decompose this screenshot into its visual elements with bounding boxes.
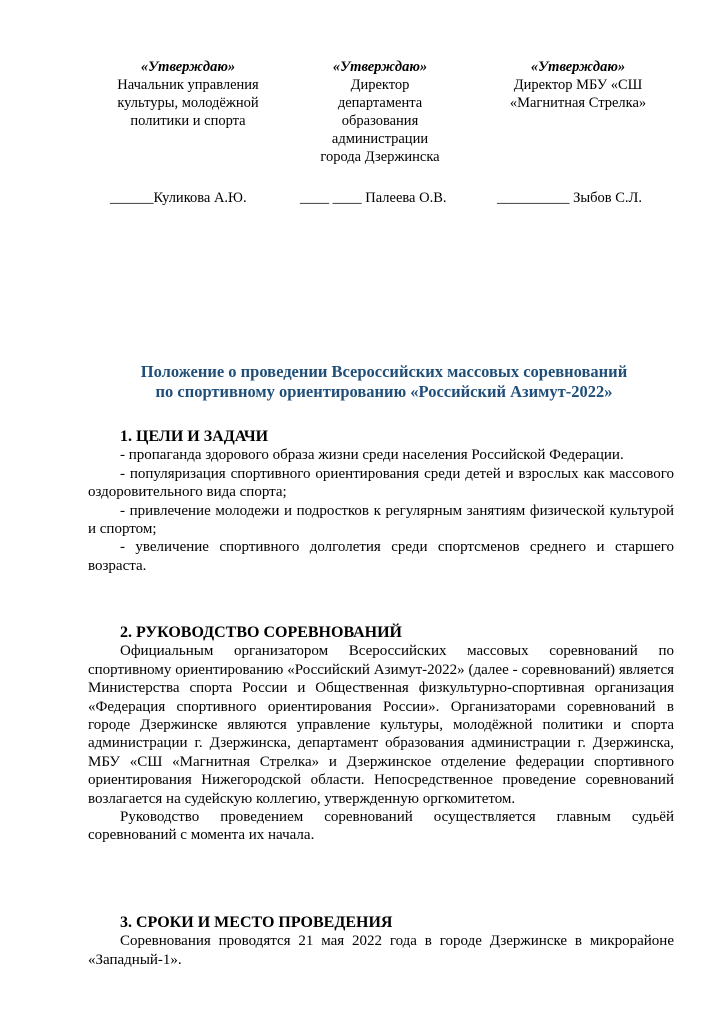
paragraph: - популяризация спортивного ориентирования среди детей и взрослых как массового оздоровительного вида спорта;	[88, 465, 674, 501]
approval-line: культуры, молодёжной	[117, 95, 259, 111]
approval-line: «Магнитная Стрелка»	[509, 95, 647, 111]
signature-line-paleeva: ____ ____ Палеева О.В.	[300, 190, 447, 206]
paragraph: - пропаганда здорового образа жизни среди населения Российской Федерации.	[120, 447, 624, 464]
signature-line-kulikova: ______Куликова А.Ю.	[110, 190, 247, 206]
section-heading: 3. СРОКИ И МЕСТО ПРОВЕДЕНИЯ	[120, 914, 393, 931]
approval-block-culture	[88, 58, 288, 130]
approval-line: политики и спорта	[130, 113, 246, 129]
signature-line-zybov: __________ Зыбов С.Л.	[497, 190, 642, 206]
paragraph: Руководство проведением соревнований осуществляется главным судьёй соревнований с момента их начала.	[88, 809, 674, 844]
approval-line: Директор МБУ «СШ	[513, 77, 643, 93]
title-line: по спортивному ориентированию «Российский Азимут-2022»	[155, 382, 613, 401]
section-management	[88, 624, 674, 845]
approval-block-sport-school	[478, 58, 678, 112]
approval-line: администрации	[331, 131, 429, 147]
approval-line: Начальник управления	[117, 77, 259, 93]
section-heading: 2. РУКОВОДСТВО СОРЕВНОВАНИЙ	[120, 624, 402, 641]
section-dates-place	[88, 914, 674, 969]
approval-line: образования	[341, 113, 419, 129]
approval-line: Директор	[350, 77, 410, 93]
paragraph: - привлечение молодежи и подростков к регулярным занятиям физической культурой и спортом;	[88, 502, 674, 538]
paragraph: Соревнования проводятся 21 мая 2022 года в городе Дзержинске в микрорайоне «Западный-1».	[88, 933, 674, 968]
approval-block-education	[280, 58, 480, 166]
paragraph: - увеличение спортивного долголетия среди спортсменов среднего и старшего возраста.	[88, 539, 674, 574]
approval-heading: «Утверждаю»	[140, 59, 236, 75]
approval-heading: «Утверждаю»	[332, 59, 428, 75]
section-heading: 1. ЦЕЛИ И ЗАДАЧИ	[120, 428, 269, 445]
section-goals	[88, 428, 674, 575]
paragraph: Официальным организатором Всероссийских массовых соревнований по спортивному ориентированию «Российский Азимут-2022» (далее - соревнований) является Министерства спорта России и Общественная физкультурно-спортивная организация «Федерация спортивного ориентирования России». Организаторами соревнований в городе Дзержинске являются управление культуры, молодёжной политики и спорта администрации г. Дзержинска, департамент образования администрации г. Дзержинска, МБУ «СШ «Магнитная Стрелка» и Дзержинское отделение федерации спортивного ориентирования Нижегородской области. Непосредственное проведение соревнований возлагается на судейскую коллегию, утвержденную оргкомитетом.	[88, 643, 674, 807]
approval-heading: «Утверждаю»	[530, 59, 626, 75]
document-title	[84, 362, 684, 402]
title-line: Положение о проведении Всероссийских массовых соревнований	[140, 362, 628, 381]
approval-line: города Дзержинска	[320, 149, 440, 165]
approval-line: департамента	[337, 95, 423, 111]
